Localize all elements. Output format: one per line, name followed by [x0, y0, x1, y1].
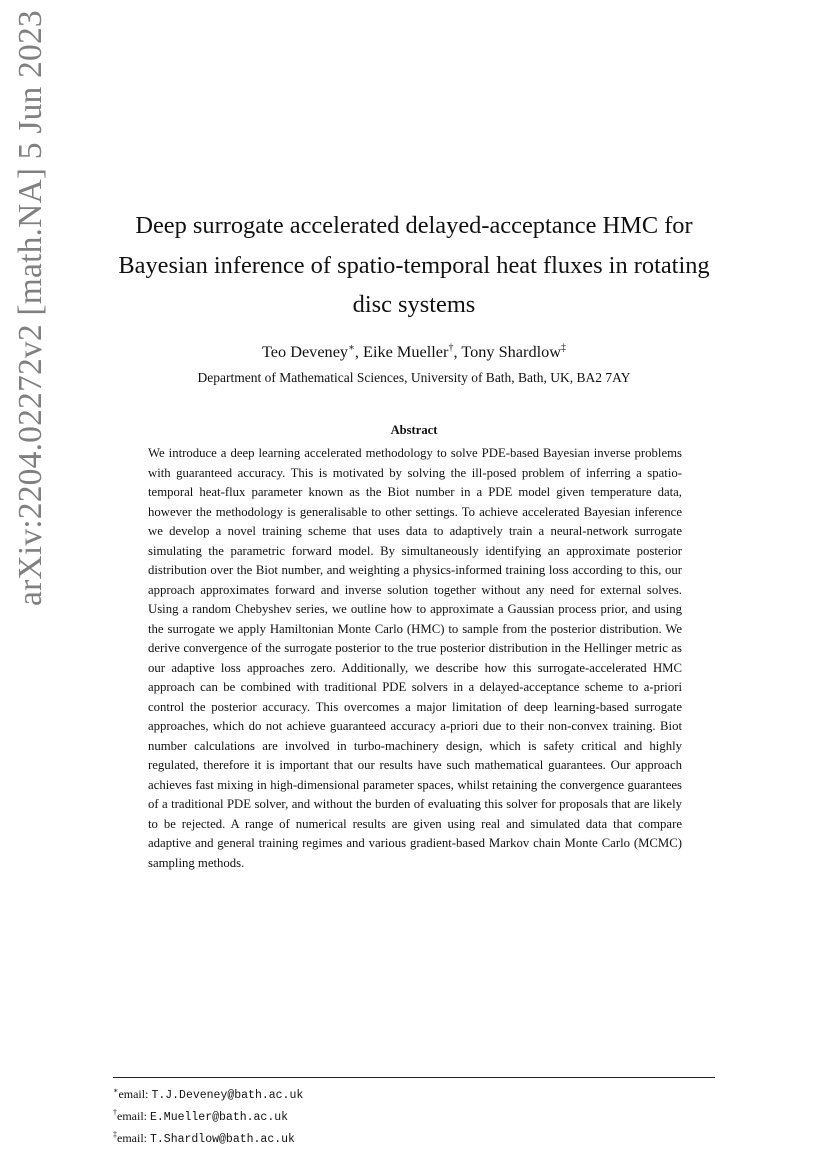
affiliation: Department of Mathematical Sciences, University of Bath, Bath, UK, BA2 7AY: [197, 370, 631, 385]
author-footnote-mark: †: [448, 342, 454, 354]
footnote-label: email:: [117, 1109, 150, 1123]
footnote-mark: ∗: [113, 1086, 119, 1095]
footnotes: [113, 1082, 715, 1148]
footnote: [113, 1082, 715, 1104]
abstract-text: We introduce a deep learning accelerated methodology to solve PDE-based Bayesian inverse problems with guaranteed accuracy. This is motivated by solving the ill-posed problem of inferring a spatio-temporal heat-flux parameter known as the Biot number in a PDE model given temperature data, however the methodology is generalisable to other settings. To achieve accelerated Bayesian inference we develop a novel training scheme that uses data to adaptively train a neural-network surrogate simulating the parametric forward model. By simultaneously identifying an approximate posterior distribution over the Biot number, and weighting a physics-informed training loss according to this, our approach approximates forward and inverse solution together without any need for external solves. Using a random Chebyshev series, we outline how to approximate a Gaussian process prior, and using the surrogate we apply Hamiltonian Monte Carlo (HMC) to sample from the posterior distribution. We derive convergence of the surrogate posterior to the true posterior distribution in the Hellinger metric as our adaptive loss approaches zero. Additionally, we describe how this surrogate-accelerated HMC approach can be combined with traditional PDE solvers in a delayed-acceptance scheme to a-priori control the posterior accuracy. This overcomes a major limitation of deep learning-based surrogate approaches, which do not achieve guaranteed accuracy a-priori due to their non-convex training. Biot number calculations are involved in turbo-machinery design, which is safety critical and highly regulated, therefore it is important that our results have such mathematical guarantees. Our approach achieves fast mixing in high-dimensional parameter spaces, whilst retaining the convergence guarantees of a traditional PDE solver, and without the burden of evaluating this solver for proposals that are likely to be rejected. A range of numerical results are given using real and simulated data that compare adaptive and general training regimes and various gradient-based Markov chain Monte Carlo (MCMC) sampling methods.: [148, 446, 682, 870]
author-separator: ,: [453, 342, 462, 361]
arxiv-identifier: arXiv:2204.02272v2 [math.NA] 5 Jun 2023: [12, 10, 49, 606]
email-link[interactable]: T.J.Deveney@bath.ac.uk: [151, 1089, 304, 1102]
author-name: Eike Mueller: [363, 342, 449, 361]
footnote-label: email:: [118, 1087, 152, 1101]
footnote-label: email:: [117, 1131, 150, 1145]
email-link[interactable]: E.Mueller@bath.ac.uk: [150, 1111, 289, 1124]
author-name: Tony Shardlow: [461, 342, 562, 361]
email-link[interactable]: T.Shardlow@bath.ac.uk: [150, 1133, 295, 1146]
paper-title: Deep surrogate accelerated delayed-acceptance HMC for Bayesian inference of spatio-temporal heat fluxes in rotating disc systems: [118, 212, 710, 318]
abstract-heading: Abstract: [390, 423, 438, 437]
footnote: [113, 1126, 715, 1148]
author-footnote-mark: ‡: [561, 342, 567, 354]
author-name: Teo Deveney: [261, 342, 349, 361]
footnote-mark: †: [113, 1108, 117, 1117]
footnote-divider: [113, 1077, 715, 1078]
author-separator: ,: [354, 342, 363, 361]
author-list: [100, 342, 728, 362]
footnote: [113, 1104, 715, 1126]
author-footnote-mark: ∗: [348, 342, 355, 354]
footnote-mark: ‡: [113, 1130, 117, 1139]
